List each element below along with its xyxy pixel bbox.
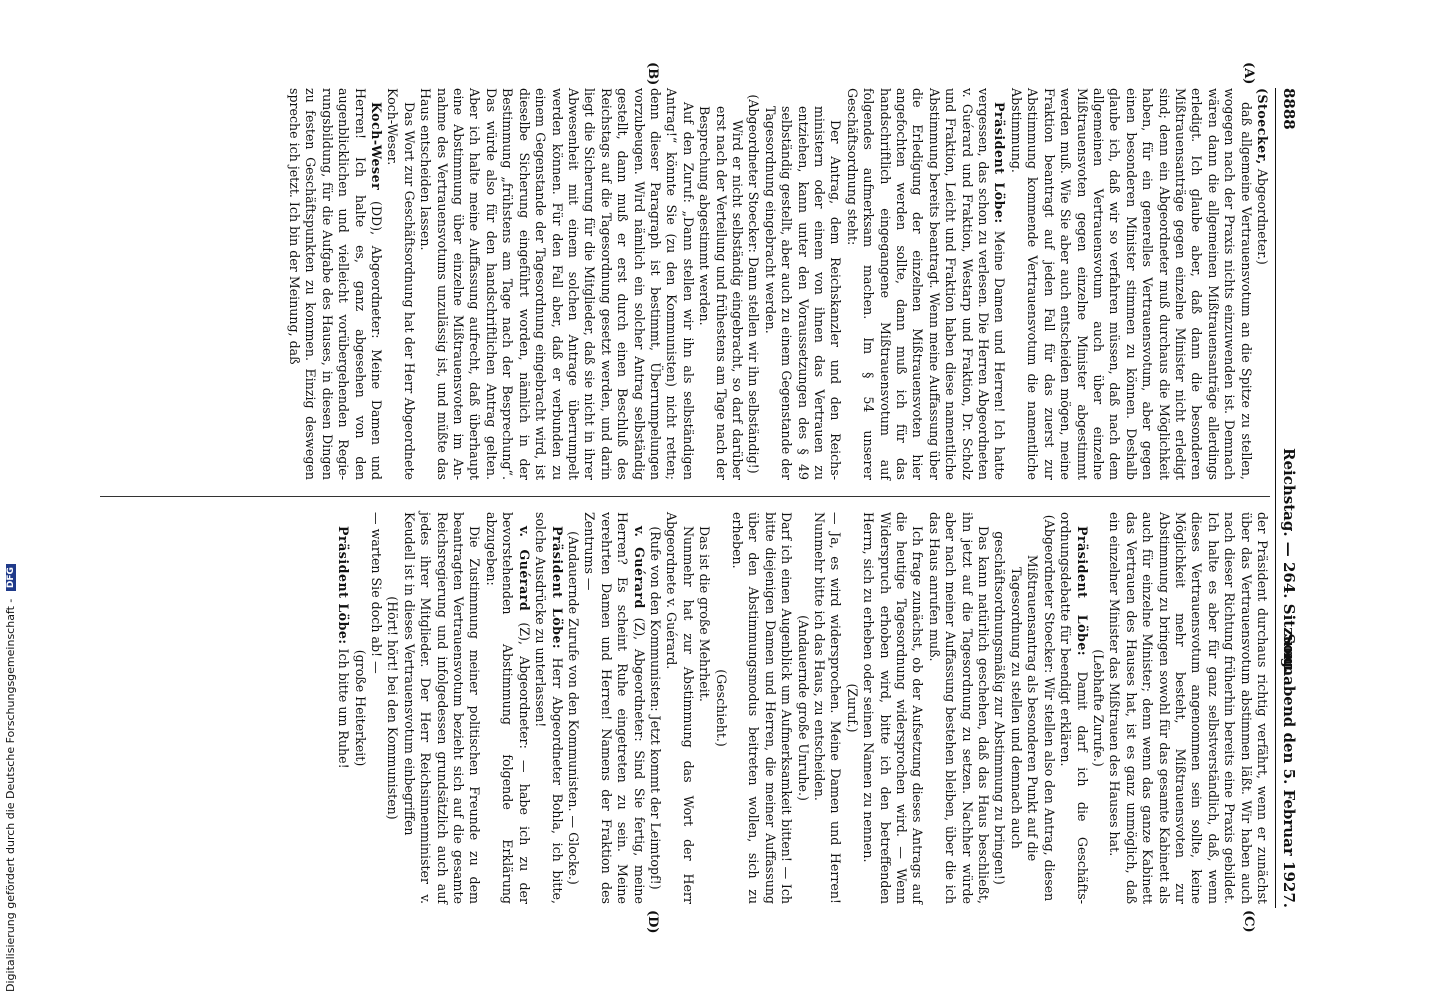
paragraph [745,88,761,480]
paragraph-text: Das Wort zur Geschäftsordnung hat der Herr Abgeordnete Koch-Weser. [385,88,417,480]
paragraph [1008,88,1254,480]
paragraph-text: Damit darf ich die Geschäftsordnungsdebatte für beendigt erklären. [1058,512,1090,905]
paragraph [1254,88,1270,480]
header-date: Sonnabend den 5. Februar 1927. [1280,633,1298,908]
paragraph [696,106,745,480]
column-divider [100,496,1270,497]
header-rule [1275,88,1276,908]
dfg-logo: DFG [6,564,16,591]
paragraph-text: Die Zustimmung meiner politischen Freunde zu dem beantragten Vertrauensvotum bezieht sich auf die gesamte Reichsregierung und infolgedessen grundsätzlich auch auf jedes ihrer Mitglieder. Der Herr Reichsinnenminister v. Keudell ist in dieses Vertrauensvotum einbegriffen [401,512,483,904]
paragraph-text: (Andauernde Zurufe von den Kommunisten. — Glocke.) [565,531,581,885]
header-title: Reichstag. — 264. Sitzung. [1280,448,1298,674]
paragraph [417,88,696,480]
paragraph-text: (Abgeordneter Stoecker: Dann stellen wir ihn selbständig!) [746,94,762,474]
paragraph [1090,512,1106,904]
paragraph-text: (Zuruf.) [844,683,860,733]
paragraph [368,512,384,904]
paragraph-text: (Abgeordneter Stoecker: Wir stellen also den Antrag, diesen Mißtrauensantrag als besonderen Punkt auf die Tagesordnung zu stellen und demnach auch geschäftsordnungsmäßig zur Abstimmung zu bringen!) [992,514,1057,902]
paragraph-text: Abgeordneter.) [1255,168,1270,265]
paragraph-text: Das kann natürlich geschehen, daß das Haus beschließt, ihn jetzt auf die Tagesordnung zu setzen. Nachher würde aber nach meiner Auffassung bestehen bleiben, über die ich das Haus anrufen muß. [926,512,992,904]
paragraph-text: Nunmehr hat zur Abstimmung das Wort der Herr Abgeordnete v. Guérard. [664,512,696,904]
speaker-name: Präsident Löbe: [549,526,565,650]
paragraph-text: daß allgemeine Vertrauensvotum an die Spitze zu stellen, wogegen nach der Praxis nichts einzuwenden ist. Demnach wären dann die allgemeinen Mißtrauensanträge allerdings erledigt. Ich glaube aber, daß dann die besonderen Mißtrauensanträge gegen einzelne Minister nicht erledigt sind; denn ein Abgeordneter muß durchaus die Möglichkeit haben, für ein generelles Vertrauensvotum, aber gegen einen besonderen Minister stimmen zu können. Deshalb glaube ich, daß wir so verfahren müssen, daß nach dem allgemeinen Vertrauensvotum auch über einzelne Mißtrauensvoten gegen einzelne Minister abgestimmt werden muß. Wie Sie aber auch entscheiden mögen, meine Fraktion beantragt auf jeden Fall für das zuerst zur Abstimmung kommende Vertrauensvotum die namentliche Abstimmung. [1008,88,1254,480]
speaker-name: Präsident Löbe: [992,102,1008,224]
paragraph [384,88,417,480]
paragraph [351,512,367,904]
paragraph-text: (Hört! hört! bei den Kommunisten) [385,596,401,820]
paragraph [991,512,1057,904]
paragraph [286,88,384,480]
paragraph-text: Ich frage zunächst, ob der Aufsetzung dieses Antrags auf die heutige Tagesordnung widersprochen wird. — Wenn Widerspruch erhoben wird, bitte ich den betreffenden Herrn, sich zu erheben oder seinen Namen zu nennen. [861,512,926,904]
paragraph-text: (große Heiterkeit) [352,649,368,767]
paragraph [811,512,844,904]
credit-text: Digitalisierung gefördert durch die Deutsche Forschungsgemeinschaft - [4,598,17,992]
paragraph-text: (Z), Abgeordneter: — habe ich zu der bevorstehenden Abstimmung folgende Erklärung abzugeben: [483,512,532,904]
speaker-name: v. Guérard [516,526,532,612]
paragraph-text: Darf ich einen Augenblick um Aufmerksamkeit bitten! — Ich bitte diejenigen Damen und Herren, die meiner Auffassung über den Abstimmungsmodus beitreten wollen, sich zu erheben. [730,512,795,904]
paragraph-text: (Andauernde große Unruhe.) [795,615,811,801]
paragraph [843,88,1007,480]
margin-letter-b: (B) [645,62,660,86]
right-text-column [335,512,1270,904]
paragraph [1106,512,1270,904]
paragraph [794,512,810,904]
speaker-name: v. Guérard [631,526,647,609]
paragraph-text: (Rufe von den Kommunisten: Jetzt kommt der Leimtopf!) [647,526,663,890]
paragraph-text: — Ja, es wird widersprochen. Meine Damen und Herren! Nunmehr bitte ich das Haus, zu entscheiden. [812,512,844,904]
paragraph-text: — warten Sie doch ab! — [369,512,385,674]
page-number: 8888 [1280,88,1298,130]
paragraph-text: Ich bitte um Ruhe! [336,648,352,769]
paragraph-text: (DD), Abgeordneter: Meine Damen und Herren! Ich halte es, ganz abgesehen von den augenblicklichen und vielleicht vorübergehenden Regierungsbildung, für die Aufgabe des Hauses, in diesen Dingen zu festen Geschäftspunkten zu kommen. Einzig deswegen spreche ich jetzt. Ich bin der Meinung, daß [287,88,385,480]
paragraph [729,512,795,904]
paragraph [647,512,663,904]
paragraph-text: der Präsident durchaus richtig verfährt, wenn er zunächst über das Vertrauensvotum abstimmen läßt. Wir haben auch nach dieser Richtung früherhin bereits eine Praxis gebildet. Ich halte es aber für ganz selbstverständlich, daß, wenn dieses Vertrauensvotum angenommen sein sollte, keine Möglichkeit mehr besteht, Mißtrauensvoten zur Abstimmung zu bringen sowohl für das gesamte Kabinett als auch für einzelne Minister; denn wenn das ganze Kabinett das Vertrauen des Hauses hat, ist es ganz unmöglich, daß ein einzelner Minister das Mißtrauen des Hauses hat. [1107,512,1270,904]
paragraph [384,512,400,904]
paragraph [761,106,843,480]
paragraph-text: Wird er nicht selbständig eingebracht, so darf darüber erst nach der Verteilung und frühestens am Tage nach der Besprechung abgestimmt werden. [697,106,745,481]
paragraph [565,512,581,904]
paragraph [712,512,728,904]
paragraph [335,512,351,904]
speaker-name: Koch-Weser [369,102,385,191]
paragraph [1057,512,1090,904]
paragraph-text: (Lebhafte Zurufe.) [1090,649,1106,767]
paragraph [663,512,696,904]
paragraph-text: Auf den Zuruf: „Dann stellen wir ihn als selbständigen Antrag!“ könnte Sie (zu den Kommunisten) nicht retten; denn dieser Paragraph ist bestimmt, Überrumpelungen vorzubeugen. Wird nämlich ein solcher Antrag selbständig gestellt, dann muß er erst durch einen Beschluß des Reichstags auf die Tagesordnung gesetzt werden, und darin liegt die Sicherung für die Mitglieder, daß sie nicht in ihrer Abwesenheit mit einem solchen Antrage überrumpelt werden können. Für den Fall aber, daß er verbunden zu einem Gegenstande der Tagesordnung eingebracht wird, ist dieselbe Sicherung eingeführt worden, nämlich in der Bestimmung „frühstens am Tage nach der Besprechung“. Das würde also für den handschriftlichen Antrag gelten. Aber ich halte meine Auffassung aufrecht, daß überhaupt eine Abstimmung über einzelne Mißtrauensvoten im Annahme des Vertrauensvotums unzulässig ist, und müßte das Haus entscheiden lassen. [418,88,696,480]
margin-letter-a: (A) [1241,62,1256,85]
paragraph [860,512,926,904]
page-header [1276,88,1300,908]
paragraph [532,512,565,904]
paragraph [843,512,859,904]
left-text-column [286,88,1270,480]
paragraph [400,512,482,904]
paragraph-text: Das ist die große Mehrheit. [697,526,713,702]
margin-letter-d: (D) [645,910,660,934]
speaker-name: Präsident Löbe: [336,526,352,645]
speaker-name: (Stoecker, [1255,88,1270,165]
paragraph-text: Meine Damen und Herren! Ich hatte vergessen, das schon zu verlesen. Die Herren Abgeordneten v. Guérard und Fraktion, Westarp und Fraktion, Dr. Scholz und Fraktion, Leicht und Fraktion haben diese namentliche Abstimmung bereits beantragt. Wenn meine Auffassung über die Erledigung der einzelnen Mißtrauensvoten hier angefochten werden sollte, dann muß ich für das handschriftlich eingegangene Mißtrauensvotum auf folgendes aufmerksam machen. Im § 54 unserer Geschäftsordnung steht: [844,88,1008,480]
speaker-name: Präsident Löbe: [1074,526,1090,656]
paragraph-text: Herr Abgeordneter Bohla, ich bitte, solche Ausdrücke zu unterlassen! [533,512,565,904]
paragraph [581,512,647,904]
paragraph [925,512,991,904]
scanned-page [90,62,1300,934]
paragraph-text: Der Antrag, dem Reichskanzler und den Reichsministern oder einem von ihnen das Vertrauen zu entziehen, kann unter den Voraussetzungen des § 49 selbständig gestellt, aber auch zu einem Gegenstande der Tagesordnung eingebracht werden. [762,106,844,480]
margin-letter-c: (C) [1241,910,1256,933]
digitization-credit [4,2,20,992]
paragraph [696,512,712,904]
paragraph-text: (Z), Abgeordneter: Sind Sie fertig, meine Herren? Es scheint Ruhe eingetreten zu sein. Meine verehrten Damen und Herren! Namens der Fraktion des Zentrums — [582,512,647,905]
paragraph-text: (Geschieht.) [713,669,729,747]
paragraph [483,512,532,904]
